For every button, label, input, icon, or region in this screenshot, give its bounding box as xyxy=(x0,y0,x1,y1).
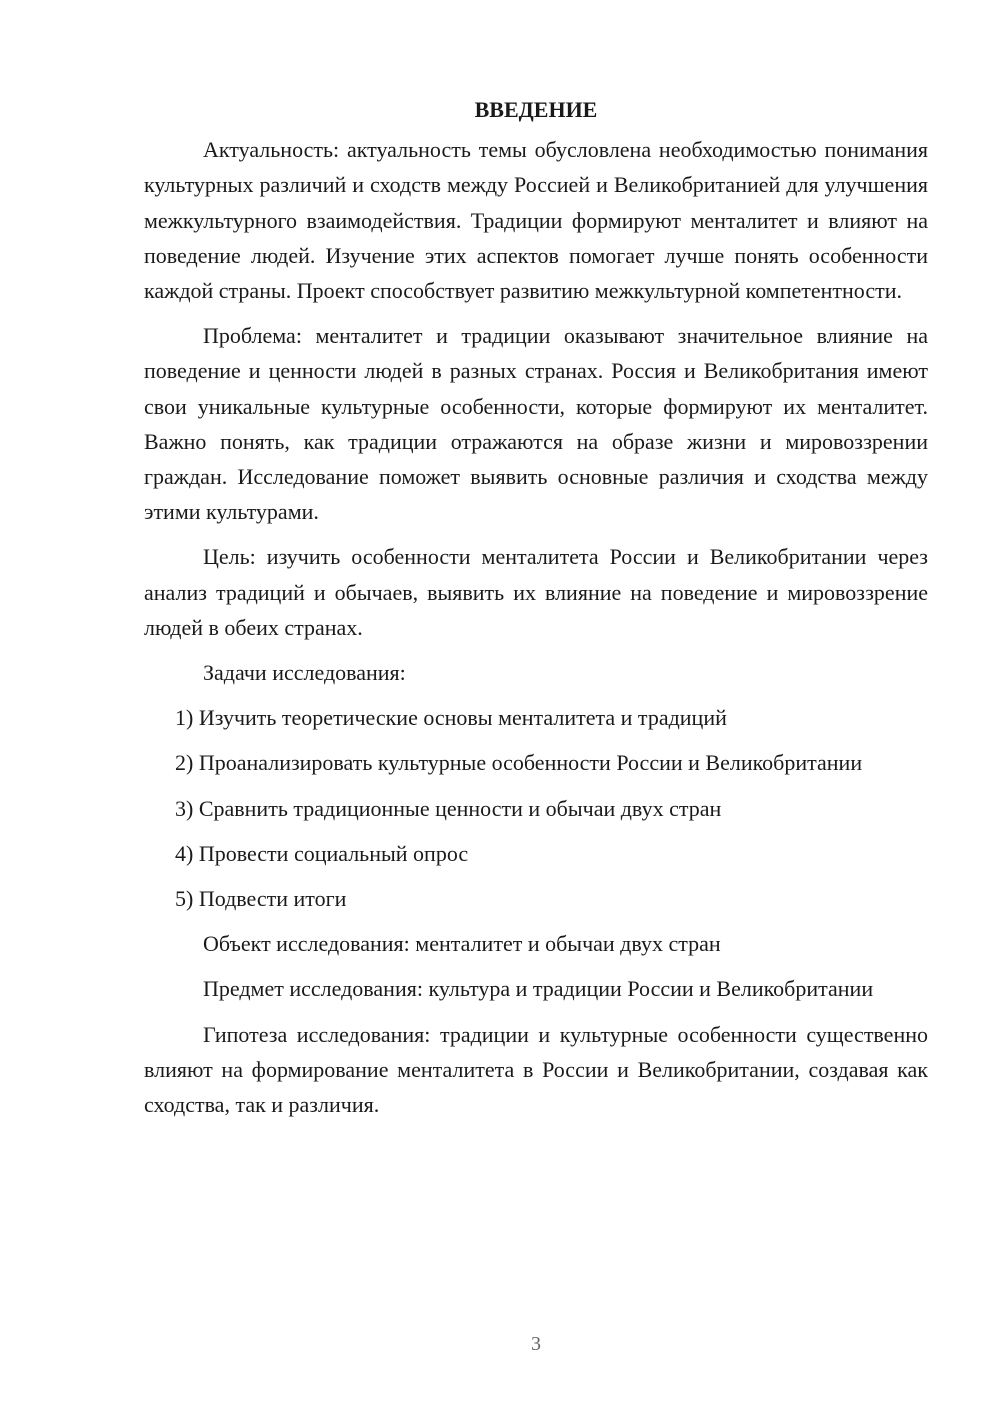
task-item: 1) Изучить теоретические основы менталитета и традиций xyxy=(175,705,727,731)
task-item: 4) Провести социальный опрос xyxy=(175,840,469,866)
tasks-heading: Задачи исследования: xyxy=(203,660,406,686)
hypothesis-paragraph: Гипотеза исследования: традиции и культурные особенности существенно влияют на формирование менталитета в России и Великобритании, создавая как сходства, так и различия. xyxy=(144,1021,928,1118)
task-item: 3) Сравнить традиционные ценности и обычаи двух стран xyxy=(175,795,722,821)
task-item: 5) Подвести итоги xyxy=(175,886,347,912)
relevance-paragraph: Актуальность: актуальность темы обусловлена необходимостью понимания культурных различий и сходств между Россией и Великобританией для улучшения межкультурного взаимодействия. Традиции формируют менталитет и влияют на поведение людей. Изучение этих аспектов помогает лучше понять особенности каждой страны. Проект способствует развитию межкультурной компетентности. xyxy=(144,137,928,304)
problem-paragraph: Проблема: менталитет и традиции оказывают значительное влияние на поведение и ценности людей в разных странах. Россия и Великобритания имеют свои уникальные культурные особенности, которые формируют их менталитет. Важно понять, как традиции отражаются на образе жизни и мировоззрении граждан. Исследование поможет выявить основные различия и сходства между этими культурами. xyxy=(144,323,928,525)
object-paragraph: Объект исследования: менталитет и обычаи двух стран xyxy=(203,931,721,957)
subject-paragraph: Предмет исследования: культура и традиции России и Великобритании xyxy=(203,976,874,1002)
goal-paragraph: Цель: изучить особенности менталитета России и Великобритании через анализ традиций и обычаев, выявить их влияние на поведение и мировоззрение людей в обеих странах. xyxy=(144,544,928,640)
section-title: ВВЕДЕНИЕ xyxy=(474,97,598,122)
document-page xyxy=(144,92,928,1132)
task-item: 2) Проанализировать культурные особенности России и Великобритании xyxy=(175,750,863,776)
page-number: 3 xyxy=(531,1333,541,1355)
